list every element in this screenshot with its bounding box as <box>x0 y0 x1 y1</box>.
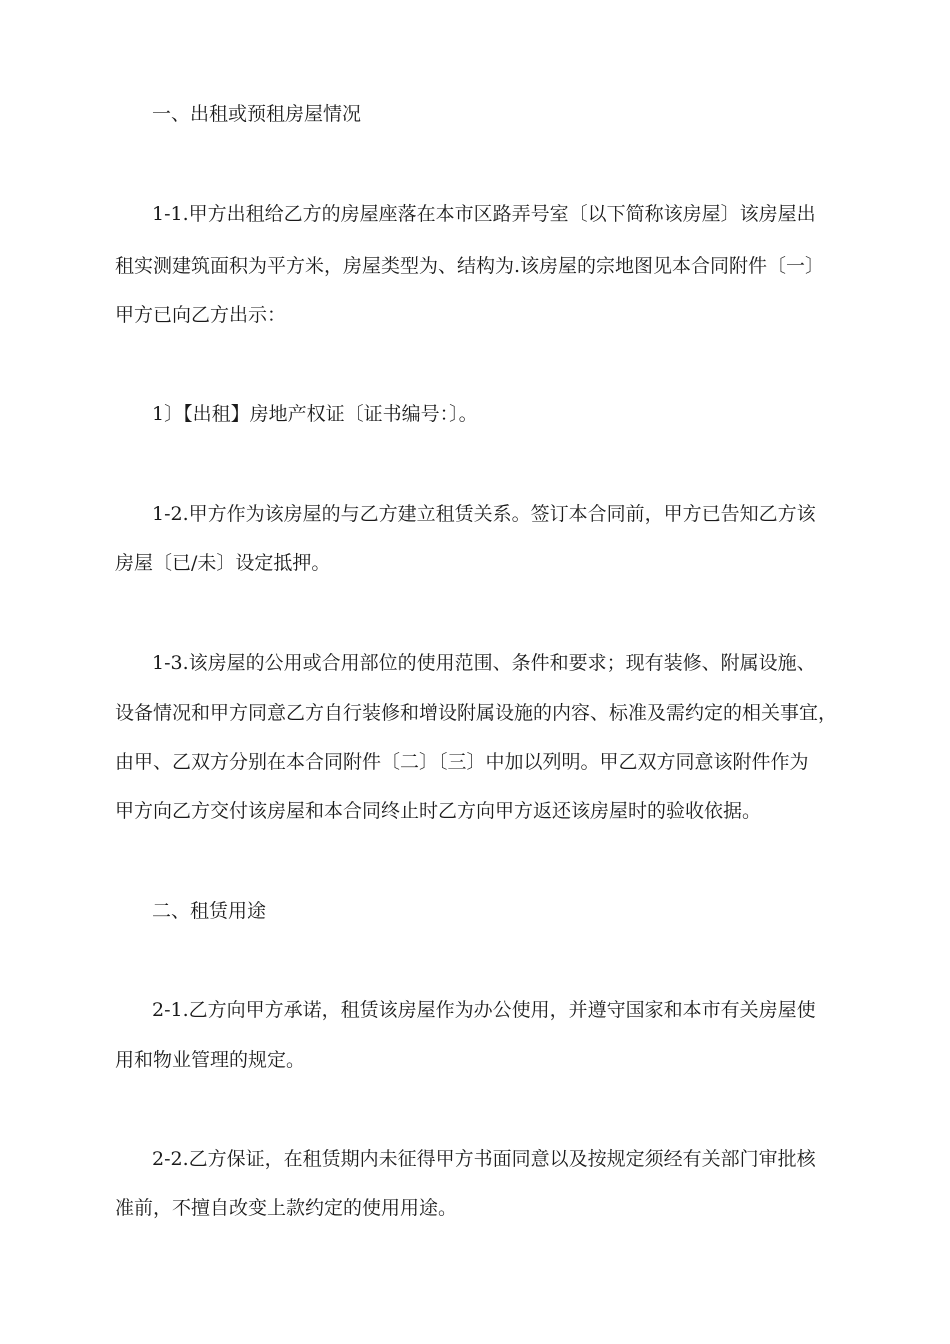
list-item-1: 1〕【出租】房地产权证〔证书编号：〕。 <box>152 403 478 425</box>
clause-1-1-line-1: 1-1.甲方出租给乙方的房屋座落在本市区路弄号室〔以下简称该房屋〕该房屋出 <box>152 203 816 225</box>
clause-1-3-line-4: 甲方向乙方交付该房屋和本合同终止时乙方向甲方返还该房屋时的验收依据。 <box>115 800 762 822</box>
clause-2-1-line-2: 用和物业管理的规定。 <box>115 1049 306 1071</box>
clause-2-2-line-1: 2-2.乙方保证，在租赁期内未征得甲方书面同意以及按规定须经有关部门审批核 <box>152 1148 816 1170</box>
clause-1-3-line-3: 由甲、乙双方分别在本合同附件〔二〕〔三〕中加以列明。甲乙双方同意该附件作为 <box>115 751 809 773</box>
clause-1-3-line-2: 设备情况和甲方同意乙方自行装修和增设附属设施的内容、标准及需约定的相关事宜， <box>115 702 838 724</box>
section-heading-2: 二、租赁用途 <box>152 900 267 922</box>
clause-1-2-line-1: 1-2.甲方作为该房屋的与乙方建立租赁关系。签订本合同前，甲方已告知乙方该 <box>152 503 816 525</box>
clause-2-2-line-2: 准前，不擅自改变上款约定的使用用途。 <box>115 1197 458 1219</box>
clause-1-1-line-2: 租实测建筑面积为平方米，房屋类型为、结构为.该房屋的宗地图见本合同附件〔一〕 <box>115 255 825 277</box>
clause-1-3-line-1: 1-3.该房屋的公用或合用部位的使用范围、条件和要求；现有装修、附属设施、 <box>152 652 816 674</box>
clause-2-1-line-1: 2-1.乙方向甲方承诺，租赁该房屋作为办公使用，并遵守国家和本市有关房屋使 <box>152 999 816 1021</box>
clause-1-2-line-2: 房屋〔已/未〕设定抵押。 <box>115 552 331 574</box>
clause-1-1-line-3: 甲方已向乙方出示： <box>115 304 287 326</box>
section-heading-1: 一、出租或预租房屋情况 <box>152 103 362 125</box>
